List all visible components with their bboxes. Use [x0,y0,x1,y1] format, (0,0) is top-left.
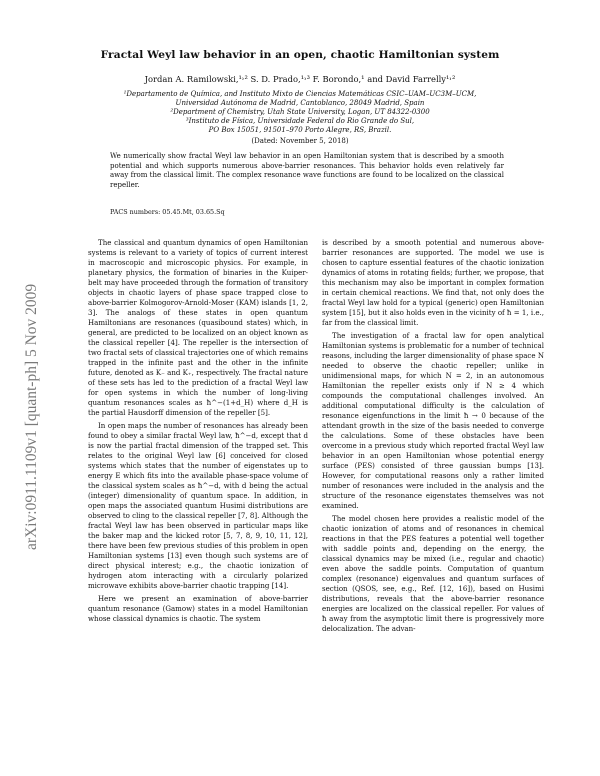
affiliation-line: ²Department of Chemistry, Utah State University, Logan, UT 84322-0300 [170,108,430,116]
paragraph: The model chosen here provides a realistic model of the chaotic ionization of atoms and of resonances in chemical reactions in that the PES features a potential well together with saddle points and, depending on the energy, the classical dynamics may be mixed (i.e., regular and chaotic) even above the saddle points. Computation of quantum complex (resonance) eigenvalues and quantum surfaces of section (QSOS, see, e.g., Ref. [12, 16]), based on Husimi distributions, reveals that the above-barrier resonance energies are localized on the classical repeller. For values of ħ away from the asymptotic limit there is progressively more delocalization. The advan- [322,514,544,633]
abstract: We numerically show fractal Weyl law behavior in an open Hamiltonian system that is described by a smooth potential and which supports numerous above-barrier resonances. This behavior holds even relatively far away from the classical limit. The complex resonance wave functions are found to be localized on the classical repeller. [110,152,504,189]
paper-title: Fractal Weyl law behavior in an open, chaotic Hamiltonian system [100,49,500,61]
author-list: Jordan A. Ramilowski,¹˒² S. D. Prado,¹˒³ F. Borondo,¹ and David Farrelly¹˒² [144,74,456,84]
paragraph: Here we present an examination of above-barrier quantum resonance (Gamow) states in a model Hamiltonian whose classical dynamics is chaotic. The system [88,594,308,623]
affiliation-line: ³Instituto de Física, Universidade Federal do Rio Grande do Sul, [185,117,415,125]
affiliation-line: ¹Departamento de Química, and Instituto Mixto de Ciencias Matemáticas CSIC–UAM–UC3M–UCM, [123,90,477,98]
arxiv-id: arXiv:0911.1109v1 [quant-ph] 5 Nov 2009 [23,283,40,550]
paragraph: The investigation of a fractal law for open analytical Hamiltonian systems is problematic for a number of technical reasons, including the larger dimensionality of phase space N needed to observe the chaotic repeller; unlike in unidimensional maps, for which N = 2, in an autonomous Hamiltonian the repeller exists only if N ≥ 4 which compounds the computational challenges involved. An additional computational difficulty is the calculation of resonance eigenfunctions in the limit ħ → 0 because of the attendant growth in the size of the basis needed to converge the calculations. Some of these obstacles have been overcome in a previous study which reported fractal Weyl law behavior in an open Hamiltonian whose potential energy surface (PES) consisted of three gaussian bumps [13]. However, for computational reasons only a rather limited number of resonances were included in the analysis and the structure of the resonance eigenstates themselves was not examined. [322,331,544,510]
paragraph: In open maps the number of resonances has already been found to obey a similar fractal Weyl law, ħ^−d, except that d is now the partial fractal dimension of the trapped set. This relates to the original Weyl law [6] conceived for closed systems which states that the number of eigenstates up to energy E which fits into the available phase-space volume of the classical system scales as ħ^−d, with d being the actual (integer) dimensionality of quantum space. In addition, in open maps the associated quantum Husimi distributions are observed to cling to the classical repeller [7, 8]. Although the fractal Weyl law has been observed in particular maps like the baker map and the kicked rotor [5, 7, 8, 9, 10, 11, 12], there have been few previous studies of this problem in open Hamiltonian systems [13] even though such systems are of direct physical interest; e.g., the chaotic ionization of hydrogen atom interacting with a circularly polarized microwave exhibits above-barrier chaotic trapping [14]. [88,421,308,590]
arxiv-stamp [14,232,44,552]
left-column [88,238,308,624]
paragraph: The classical and quantum dynamics of open Hamiltonian systems is relevant to a variety of topics of current interest in macroscopic and microscopic physics. For example, in planetary physics, the formation of binaries in the Kuiper-belt may have proceeded through the formation of transitory objects in chaotic layers of phase space trapped close to above-barrier Kolmogorov-Arnold-Moser (KAM) islands [1, 2, 3]. The analogs of these states in open quantum Hamiltonians are resonances (quasibound states) which, in general, are predicted to be localized on an object known as the classical repeller [4]. The repeller is the intersection of two fractal sets of classical trajectories one of which remains trapped in the infinite past and the other in the infinite future, denoted as K₋ and K₊, respectively. The fractal nature of these sets has led to the prediction of a fractal Weyl law for open systems in which the number of long-living quantum resonances scales as ħ^−(1+d_H) where d_H is the partial Hausdorff dimension of the repeller [5]. [88,238,308,417]
affiliation-line: PO Box 15051, 91501–970 Porto Alegre, RS, Brazil. [208,126,392,134]
right-column [322,238,544,634]
paragraph: is described by a smooth potential and numerous above-barrier resonances are supported. The model we use is chosen to capture essential features of the chaotic ionization dynamics of atoms in rotating fields; further, we propose, that this mechanism may also be important in complex formation in certain chemical reactions. We find that, not only does the fractal Weyl law hold for a typical (generic) open Hamiltonian system [15], but it also holds even in the vicinity of ħ = 1, i.e., far from the classical limit. [322,238,544,327]
pacs-numbers: PACS numbers: 05.45.Mt, 03.65.Sq [110,208,225,216]
date-line: (Dated: November 5, 2018) [251,137,349,145]
affiliation-line: Universidad Autónoma de Madrid, Cantoblanco, 28049 Madrid, Spain [175,99,425,107]
